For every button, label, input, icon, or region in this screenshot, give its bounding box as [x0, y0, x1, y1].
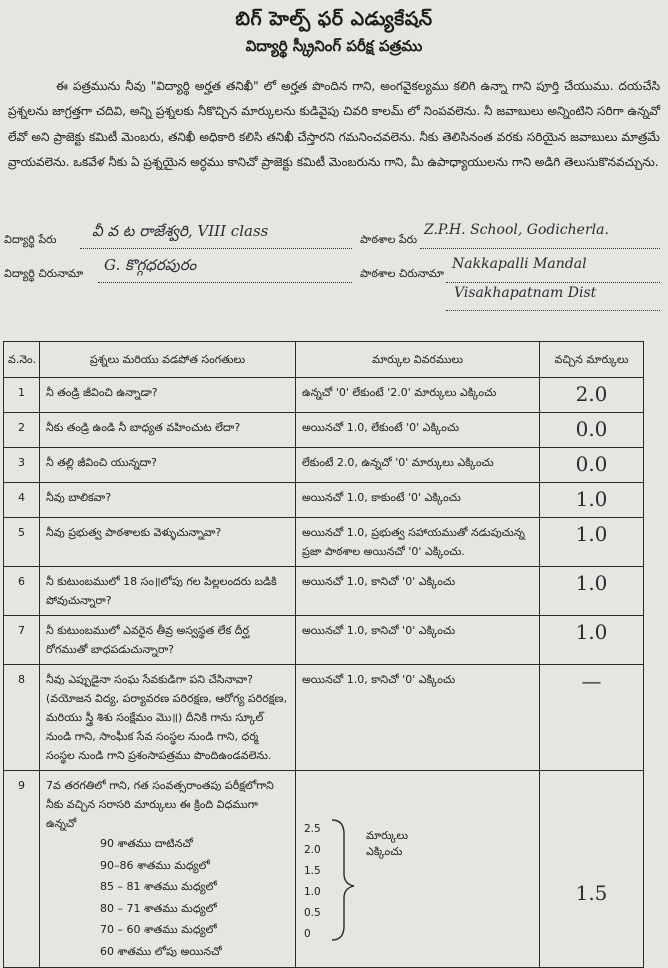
- percentage-range: 80 – 71 శాతము మధ్యలో: [100, 901, 217, 915]
- row-number: 7: [4, 616, 40, 665]
- row-question: 7వ తరగతిలో గాని, గత సంవత్సరాంతపు పరీక్షలోగాని నీకు వచ్చిన సరాసరి మార్కులు ఈ క్రింది విధముగా ఉన్నచో: [46, 779, 274, 830]
- school-address-value: Nakkapalli Mandal: [452, 256, 587, 272]
- row-marks-info: లేకుంటే 2.0, ఉన్నచో '0' మార్కులు ఎక్కించు: [296, 448, 540, 483]
- table-row: [4, 616, 644, 665]
- row-question: నీకు తండ్రి ఉండి నీ బాధ్యత వహించుట లేదా?: [40, 413, 296, 448]
- row-marks-info: అయినచో 1.0, కానిచో '0' ఎక్కించు: [296, 567, 540, 616]
- student-address-label: విద్యార్థి చిరునామా: [4, 267, 84, 280]
- instructions-paragraph: ఈ పత్రమును నీవు "విద్యార్థి అర్హత తనిఖీ" లో అర్హత పొందిన గాని, అంగవైకల్యము కలిగి ఉన్నా గాని పూర్తి చేయుము. దయచేసి ప్రశ్నలను జాగ్రత్తగా చదివి, అన్ని ప్రశ్నలకు నీకొచ్చిన మార్కులను కుడివైపు చివరి కాలమ్ లో నింపవలెను. నీ జవాబులు అన్నింటిని సరిగా ఉన్నవో లేవో అని ప్రాజెక్టు కమిటీ మెంబరు, తనిఖీ అధికారి కలిసి తనిఖీ చేస్తారని గమనించవలెను. నీకు తెలిసినంత వరకు సరియైన జవాబులు మాత్రమే వ్రాయవలెను. ఒకవేళ నీకు ఏ ప్రశ్నయైన అర్ధము కానిచో ప్రాజెక్టు కమిటీ మెంబరును గాని, మీ ఉపాధ్యాయులను గాని అడిగి తెలుసుకొనవచ్చును.: [8, 79, 660, 169]
- table-row: [4, 665, 644, 771]
- mark-value: 1.0: [304, 886, 321, 898]
- student-name-line: [80, 248, 352, 249]
- school-address-label: పాఠశాల చిరునామా: [360, 267, 444, 280]
- row-marks-info: అయినచో 1.0, కాకుంటే '0' ఎక్కించు: [296, 483, 540, 518]
- header-marks-obtained: వచ్చిన మార్కులు: [540, 342, 644, 378]
- row-marks-info: అయినచో 1.0, కానిచో '0' ఎక్కించు: [296, 665, 540, 771]
- mark-value: 2.5: [304, 823, 321, 835]
- table-row: [4, 518, 644, 567]
- table-row: [4, 567, 644, 616]
- school-address-line: [446, 282, 660, 283]
- school-address-value-2: Visakhapatnam Dist: [454, 285, 597, 301]
- row-score: 1.0: [575, 620, 608, 644]
- row-score: 1.5: [575, 881, 608, 905]
- row-score: 1.0: [575, 571, 608, 595]
- row-score-cell: [540, 413, 644, 448]
- row-question: నీ కుటుంబములో ఎవరైన తీవ్ర అస్వస్థత లేక దీర్ఘ రోగముతో బాధపడుచున్నారా?: [40, 616, 296, 665]
- marks-scale: [302, 776, 533, 946]
- row-question-cell: [40, 771, 296, 968]
- table-row: [4, 378, 644, 413]
- mark-value: 1.5: [304, 865, 321, 877]
- row-score: —: [581, 669, 602, 693]
- row-number: 9: [4, 771, 40, 968]
- row-number: 5: [4, 518, 40, 567]
- row-score-cell: [540, 665, 644, 771]
- row-question: నీవు ఎప్పుడైనా సంఘ సేవకుడిగా పని చేసినావా? (వయోజన విద్య, పర్యావరణ పరిరక్షణ, ఆరోగ్య పరిరక్షణ, మరియు స్త్రీ శిశు సంక్షేమం మొ॥) దీనికి గాను స్కూల్ నుండి గాని, సాంఘీక సేవ సంస్థల నుండి గాని, ధర్మ సంస్థల నుండి గాని ప్రశంసాపత్రము పొందిఉండవలెను.: [40, 665, 296, 771]
- row-marks-info: [296, 771, 540, 968]
- marks-label: మార్కులు ఎక్కించు: [366, 829, 409, 858]
- school-address-line-2: [446, 310, 660, 311]
- percentage-range: 90–86 శాతము మధ్యలో: [100, 858, 210, 872]
- form-subtitle: విద్యార్థి స్క్రీనింగ్ పరీక్ష పత్రము: [245, 37, 423, 55]
- row-marks-info: అయినచో 1.0, ప్రభుత్వ సహాయముతో నడుపుచున్న ప్రజా పాఠశాల అయినచో '0' ఎక్కించు.: [296, 518, 540, 567]
- header-questions: ప్రశ్నలు మరియు వడపోత సంగతులు: [40, 342, 296, 378]
- row-marks-info: ఉన్నచో '0' లేకుంటే '2.0' మార్కులు ఎక్కించు: [296, 378, 540, 413]
- row-marks-info: అయినచో 1.0, కానిచో '0' ఎక్కించు: [296, 616, 540, 665]
- student-name-label: విద్యార్థి పేరు: [4, 233, 57, 246]
- row-score-cell: [540, 518, 644, 567]
- row-number: 1: [4, 378, 40, 413]
- row-number: 3: [4, 448, 40, 483]
- row-question: నీ తండ్రి జీవించి ఉన్నాడా?: [40, 378, 296, 413]
- percentage-range: 90 శాతము దాటినచో: [100, 837, 193, 850]
- percentage-range: 85 – 81 శాతము మధ్యలో: [100, 880, 217, 893]
- row-marks-info: అయినచో 1.0, లేకుంటే '0' ఎక్కించు: [296, 413, 540, 448]
- row-score-cell: [540, 771, 644, 968]
- school-name-value: Z.P.H. School, Godicherla.: [424, 222, 609, 238]
- row-number: 2: [4, 413, 40, 448]
- school-name-label: పాఠశాల పేరు: [360, 233, 418, 246]
- student-address-line: [98, 282, 352, 283]
- row-score: 0.0: [575, 417, 608, 441]
- row-score-cell: [540, 448, 644, 483]
- screening-table: [3, 341, 644, 968]
- table-row: [4, 448, 644, 483]
- row-question: నీవు బాలికవా?: [40, 483, 296, 518]
- row-score: 0.0: [575, 452, 608, 476]
- row-number: 8: [4, 665, 40, 771]
- row-score: 2.0: [575, 382, 608, 406]
- student-address-value: G. కొగ్గధరపురం: [104, 256, 197, 274]
- row-score-cell: [540, 616, 644, 665]
- form-title: బిగ్ హెల్ప్ ఫర్ ఎడ్యుకేషన్: [235, 8, 433, 30]
- row-number: 4: [4, 483, 40, 518]
- row-score-cell: [540, 567, 644, 616]
- student-name-value: వీ వ ట రాజేశ్వరి, VIII class: [92, 222, 269, 240]
- row-number: 6: [4, 567, 40, 616]
- table-row: [4, 413, 644, 448]
- curly-brace-icon: [328, 776, 358, 946]
- header-marks-details: మార్కుల వివరములు: [296, 342, 540, 378]
- row-score-cell: [540, 483, 644, 518]
- row-question: నీ తల్లి జీవించి యున్నదా?: [40, 448, 296, 483]
- row-question: నీవు ప్రభుత్వ పాఠశాలకు వెళ్ళుచున్నావా?: [40, 518, 296, 567]
- header-serial-no: వ.నెం.: [4, 342, 40, 378]
- school-name-line: [420, 248, 660, 249]
- row-score: 1.0: [575, 522, 608, 546]
- percentage-range-list: [46, 833, 289, 962]
- mark-value: 0.5: [304, 907, 321, 919]
- table-row: [4, 483, 644, 518]
- row-question: నీ కుటుంబములో 18 సం॥లోపు గల పిల్లలందరు బడికి పోవుచున్నారా?: [40, 567, 296, 616]
- percentage-range: 70 – 60 శాతము మధ్యలో: [100, 923, 217, 936]
- mark-value: 2.0: [304, 844, 321, 856]
- row-score: 1.0: [575, 487, 608, 511]
- mark-value: 0: [304, 928, 311, 940]
- table-header-row: [4, 342, 644, 378]
- row-score-cell: [540, 378, 644, 413]
- table-row: [4, 771, 644, 968]
- percentage-range: 60 శాతము లోపు అయినచో: [100, 944, 222, 958]
